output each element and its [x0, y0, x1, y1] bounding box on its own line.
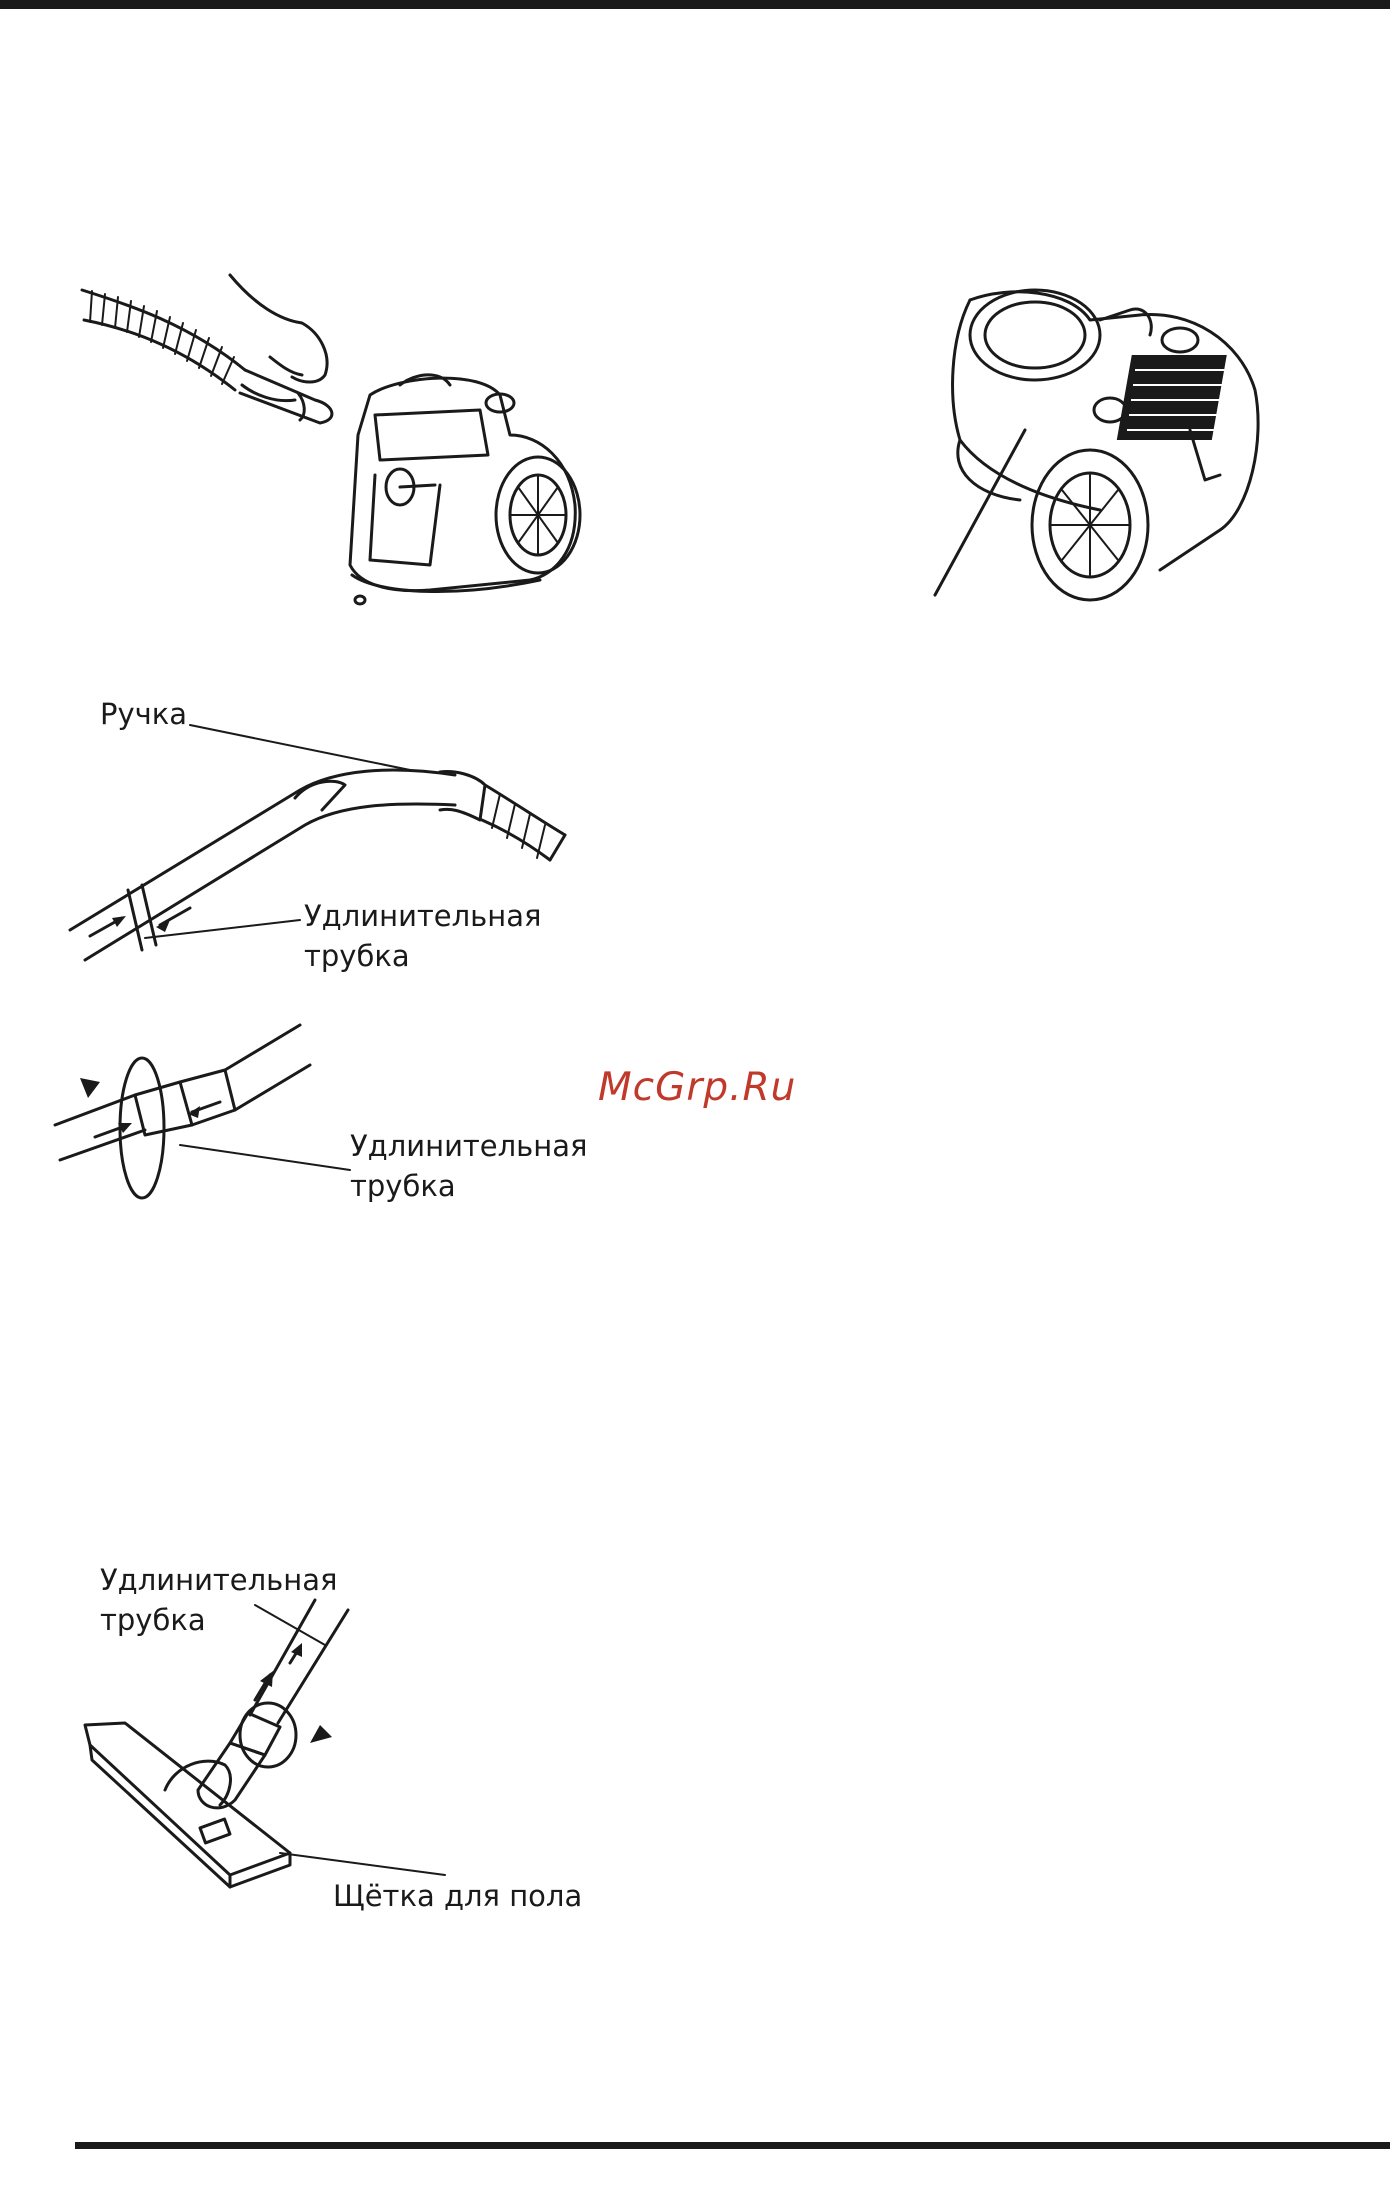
- watermark: McGrp.Ru: [598, 1065, 797, 1110]
- extension-tube-label-1: Удлинительная трубка: [304, 899, 542, 973]
- floor-brush-label: Щётка для пола: [333, 1879, 583, 1913]
- tube-twist-illustration: [50, 1010, 370, 1200]
- floor-brush-illustration: [80, 1595, 420, 1915]
- extension-tube-label-3: Удлинительная трубка: [100, 1563, 338, 1637]
- handle-label: Ручка: [100, 697, 188, 731]
- hose-insert-illustration: [70, 265, 630, 605]
- extension-tube-label-2: Удлинительная трубка: [350, 1129, 588, 1203]
- top-rule: [0, 0, 1390, 9]
- vacuum-rear-illustration: [930, 280, 1310, 610]
- bottom-rule: [75, 2142, 1390, 2149]
